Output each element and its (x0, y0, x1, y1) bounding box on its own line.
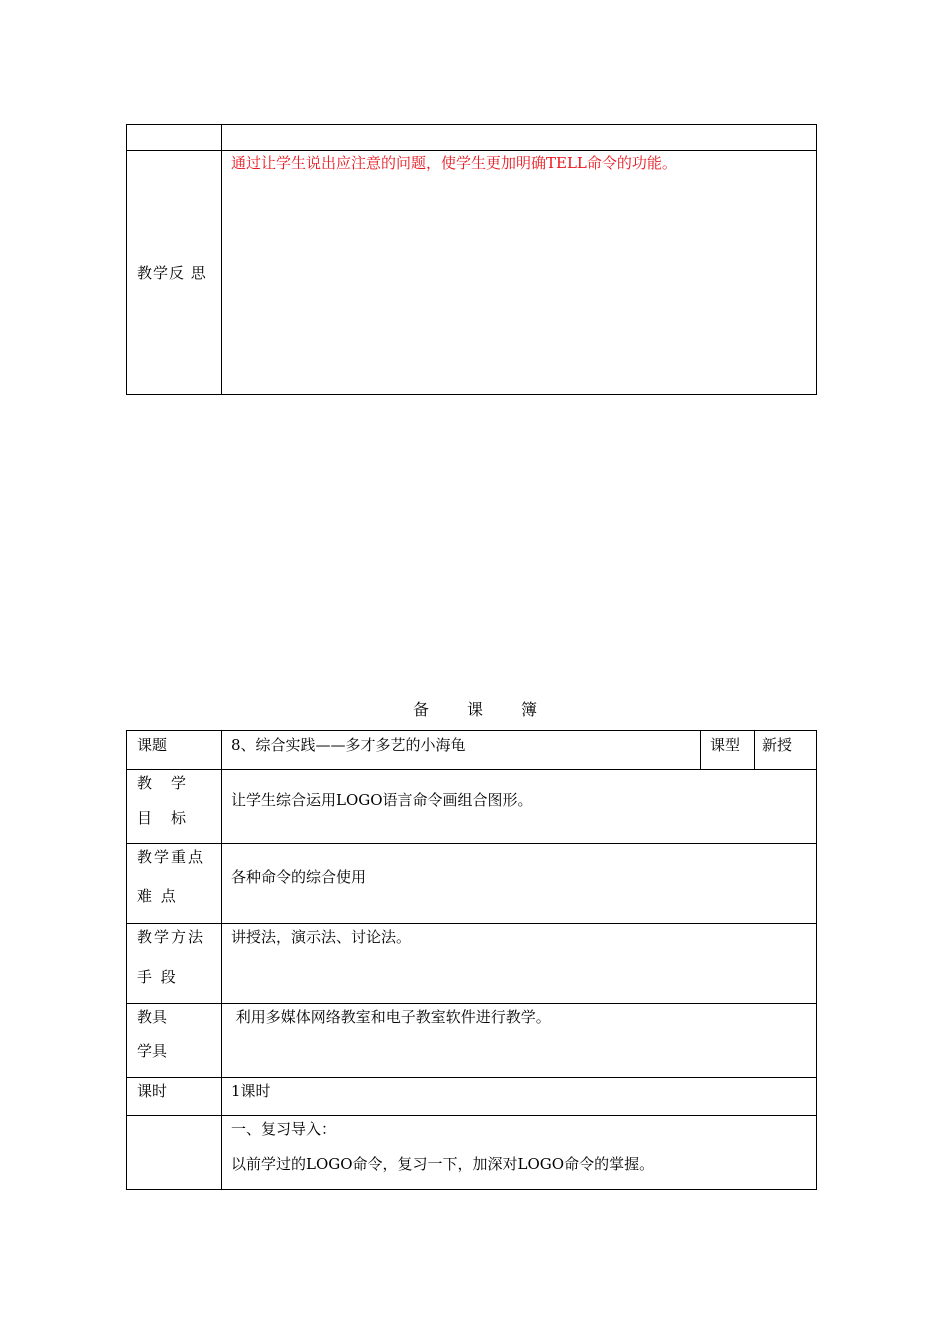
tools-value-cell (222, 1004, 817, 1078)
reflection-row (127, 151, 817, 395)
title-char-3: 簿 (521, 700, 538, 719)
key-value: 各种命令的综合使用 (231, 868, 367, 886)
empty-content-cell (222, 125, 817, 151)
goal-label-line2: 目 标 (137, 809, 189, 827)
lesson-plan-table (126, 730, 817, 1190)
type-label-cell (701, 731, 755, 770)
empty-label-cell (127, 125, 222, 151)
page-title (0, 697, 950, 720)
goal-value: 让学生综合运用LOGO语言命令画组合图形。 (231, 790, 533, 809)
tools-label-line1: 教具 (137, 1008, 168, 1026)
title-char-2: 课 (466, 700, 483, 719)
goal-label-cell (127, 770, 222, 844)
method-label-line1: 教学方法 (137, 928, 206, 946)
title-char-1: 备 (412, 700, 429, 719)
key-row (127, 844, 817, 924)
type-value-cell (755, 731, 817, 770)
key-label-line2: 难 点 (137, 887, 178, 905)
topic-label: 课题 (137, 736, 168, 754)
tools-label-line2: 学具 (137, 1042, 168, 1060)
reflection-content-cell (222, 151, 817, 395)
method-value: 讲授法，演示法、讨论法。 (231, 928, 412, 946)
reflection-table (126, 124, 817, 395)
reflection-text: 通过让学生说出应注意的问题，使学生更加明确TELL命令的功能。 (231, 154, 677, 172)
topic-value-cell (222, 731, 701, 770)
method-row (127, 924, 817, 1004)
hours-label: 课时 (137, 1082, 168, 1100)
hours-value: 1课时 (231, 1082, 271, 1100)
process-label-cell (127, 1116, 222, 1190)
process-line1: 一、复习导入： (231, 1120, 337, 1138)
reflection-label-cell (127, 151, 222, 395)
type-value: 新授 (762, 736, 793, 754)
goal-row (127, 770, 817, 844)
key-label-line1: 教学重点 (137, 848, 206, 866)
tools-value: 利用多媒体网络教室和电子教室软件进行教学。 (231, 1008, 551, 1026)
topic-value: 8、综合实践——多才多艺的小海龟 (231, 736, 466, 754)
process-value-cell (222, 1116, 817, 1190)
topic-label-cell (127, 731, 222, 770)
empty-row (127, 125, 817, 151)
key-value-cell (222, 844, 817, 924)
type-label: 课型 (710, 736, 741, 754)
process-line2: 以前学过的LOGO命令，复习一下，加深对LOGO命令的掌握。 (231, 1155, 655, 1173)
tools-row (127, 1004, 817, 1078)
hours-value-cell (222, 1078, 817, 1116)
goal-value-cell (222, 770, 817, 844)
hours-row (127, 1078, 817, 1116)
reflection-label: 教学反 思 (137, 263, 207, 282)
tools-label-cell (127, 1004, 222, 1078)
hours-label-cell (127, 1078, 222, 1116)
topic-row (127, 731, 817, 770)
goal-label-line1: 教 学 (137, 774, 189, 792)
method-value-cell (222, 924, 817, 1004)
key-label-cell (127, 844, 222, 924)
method-label-cell (127, 924, 222, 1004)
method-label-line2: 手 段 (137, 968, 178, 986)
process-row (127, 1116, 817, 1190)
